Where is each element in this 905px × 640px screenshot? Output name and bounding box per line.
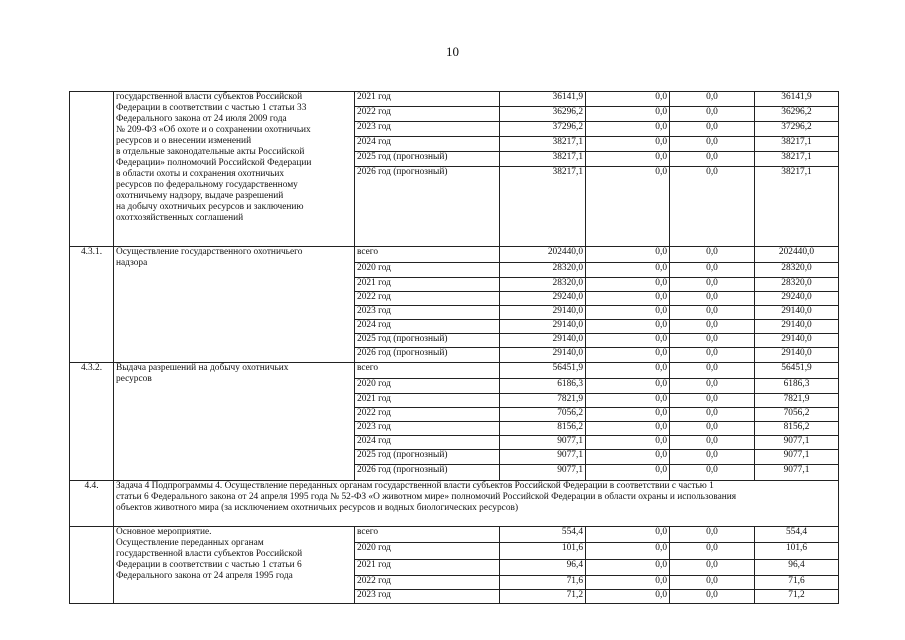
total-value-cell: 28320,0 (500, 263, 586, 278)
value-cell: 0,0 (586, 137, 670, 152)
value-cell: 0,0 (586, 278, 670, 292)
total-value-cell: 71,6 (500, 576, 586, 590)
sum-value-cell: 29140,0 (755, 334, 839, 348)
value-cell: 0,0 (586, 107, 670, 122)
total-value-cell: 7056,2 (500, 408, 586, 422)
sum-value-cell: 29240,0 (755, 292, 839, 306)
total-value-cell: 29140,0 (500, 348, 586, 363)
task-row (70, 481, 839, 527)
year-cell: 2023 год (355, 122, 500, 137)
table-row (70, 363, 839, 379)
row-code (70, 527, 114, 604)
value-cell: 0,0 (586, 334, 670, 348)
year-cell: 2025 год (прогнозный) (355, 334, 500, 348)
sum-value-cell: 71,6 (755, 576, 839, 590)
total-value-cell: 29240,0 (500, 292, 586, 306)
value-cell: 0,0 (586, 465, 670, 481)
year-cell: 2024 год (355, 320, 500, 334)
year-cell: 2023 год (355, 590, 500, 604)
total-value-cell: 29140,0 (500, 334, 586, 348)
sum-value-cell: 36296,2 (755, 107, 839, 122)
year-cell: 2022 год (355, 292, 500, 306)
year-cell: 2026 год (прогнозный) (355, 348, 500, 363)
value-cell: 0,0 (670, 576, 755, 590)
sum-value-cell: 554,4 (755, 527, 839, 543)
value-cell: 0,0 (586, 263, 670, 278)
year-cell: 2021 год (355, 560, 500, 576)
value-cell: 0,0 (670, 167, 755, 247)
year-cell: 2020 год (355, 543, 500, 560)
task-code: 4.4. (70, 481, 114, 527)
value-cell: 0,0 (670, 543, 755, 560)
sum-value-cell: 37296,2 (755, 122, 839, 137)
value-cell: 0,0 (586, 152, 670, 167)
year-cell: 2025 год (прогнозный) (355, 450, 500, 465)
value-cell: 0,0 (586, 167, 670, 247)
value-cell: 0,0 (586, 292, 670, 306)
sum-value-cell: 29140,0 (755, 306, 839, 320)
value-cell: 0,0 (670, 92, 755, 107)
value-cell: 0,0 (670, 320, 755, 334)
value-cell: 0,0 (670, 122, 755, 137)
sum-value-cell: 9077,1 (755, 465, 839, 481)
value-cell: 0,0 (670, 247, 755, 263)
total-value-cell: 38217,1 (500, 137, 586, 152)
value-cell: 0,0 (670, 263, 755, 278)
sum-value-cell: 38217,1 (755, 167, 839, 247)
value-cell: 0,0 (670, 152, 755, 167)
value-cell: 0,0 (586, 320, 670, 334)
year-cell: 2023 год (355, 422, 500, 436)
value-cell: 0,0 (586, 408, 670, 422)
row-code: 4.3.2. (70, 363, 114, 481)
sum-value-cell: 38217,1 (755, 137, 839, 152)
sum-value-cell: 9077,1 (755, 450, 839, 465)
year-cell: 2021 год (355, 278, 500, 292)
table-row (70, 247, 839, 263)
row-description: Основное мероприятие. Осуществление переданных органам государственной власти субъектов Российской Федерации в соответствии с частью 1 статьи 6 Федерального закона от 24 апреля 1995 года (114, 527, 355, 604)
value-cell: 0,0 (670, 334, 755, 348)
row-code: 4.3.1. (70, 247, 114, 363)
value-cell: 0,0 (586, 450, 670, 465)
total-value-cell: 71,2 (500, 590, 586, 604)
row-description: государственной власти субъектов Российской Федерации в соответствии с частью 1 статьи 33 Федерального закона от 24 июля 2009 года № 209-ФЗ «Об охоте и о сохранении охотничьих ресурсов и о внесении изменений в отдельные законодательные акты Российской Федерации» полномочий Российской Федерации в области охоты и сохранения охотничьих ресурсов по федеральному государственному охотничьему надзору, выдаче разрешений на добычу охотничьих ресурсов и заключению охотхозяйственных соглашений (114, 92, 355, 247)
row-description: Выдача разрешений на добычу охотничьих ресурсов (114, 363, 355, 481)
total-value-cell: 9077,1 (500, 436, 586, 450)
total-value-cell: 29140,0 (500, 306, 586, 320)
value-cell: 0,0 (670, 278, 755, 292)
sum-value-cell: 71,2 (755, 590, 839, 604)
year-cell: 2023 год (355, 306, 500, 320)
value-cell: 0,0 (586, 527, 670, 543)
year-cell: всего (355, 527, 500, 543)
value-cell: 0,0 (670, 590, 755, 604)
sum-value-cell: 28320,0 (755, 263, 839, 278)
total-value-cell: 7821,9 (500, 394, 586, 408)
total-value-cell: 101,6 (500, 543, 586, 560)
value-cell: 0,0 (670, 306, 755, 320)
value-cell: 0,0 (586, 394, 670, 408)
sum-value-cell: 29140,0 (755, 320, 839, 334)
year-cell: 2025 год (прогнозный) (355, 152, 500, 167)
value-cell: 0,0 (670, 394, 755, 408)
sum-value-cell: 8156,2 (755, 422, 839, 436)
value-cell: 0,0 (586, 122, 670, 137)
year-cell: 2021 год (355, 92, 500, 107)
budget-table (69, 91, 839, 604)
value-cell: 0,0 (586, 363, 670, 379)
year-cell: всего (355, 247, 500, 263)
total-value-cell: 8156,2 (500, 422, 586, 436)
total-value-cell: 202440,0 (500, 247, 586, 263)
total-value-cell: 36141,9 (500, 92, 586, 107)
year-cell: всего (355, 363, 500, 379)
total-value-cell: 6186,3 (500, 379, 586, 394)
row-code (70, 92, 114, 247)
value-cell: 0,0 (586, 348, 670, 363)
sum-value-cell: 101,6 (755, 543, 839, 560)
total-value-cell: 554,4 (500, 527, 586, 543)
sum-value-cell: 9077,1 (755, 436, 839, 450)
sum-value-cell: 96,4 (755, 560, 839, 576)
value-cell: 0,0 (586, 560, 670, 576)
value-cell: 0,0 (586, 379, 670, 394)
value-cell: 0,0 (586, 247, 670, 263)
sum-value-cell: 7056,2 (755, 408, 839, 422)
total-value-cell: 9077,1 (500, 450, 586, 465)
sum-value-cell: 6186,3 (755, 379, 839, 394)
task-text: Задача 4 Подпрограммы 4. Осуществление переданных органам государственной власти субъектов Российской Федерации в соответствии с частью 1 статьи 6 Федерального закона от 24 апреля 1995 года № 52-ФЗ «О животном мире» полномочий Российской Федерации в области охраны и использования объектов животного мира (за исключением охотничьих ресурсов и водных биологических ресурсов) (114, 481, 839, 527)
value-cell: 0,0 (586, 576, 670, 590)
total-value-cell: 36296,2 (500, 107, 586, 122)
table-row (70, 92, 839, 107)
total-value-cell: 56451,9 (500, 363, 586, 379)
year-cell: 2020 год (355, 379, 500, 394)
table-row (70, 527, 839, 543)
page-number: 10 (446, 44, 459, 59)
value-cell: 0,0 (670, 450, 755, 465)
value-cell: 0,0 (670, 107, 755, 122)
total-value-cell: 38217,1 (500, 167, 586, 247)
value-cell: 0,0 (586, 92, 670, 107)
value-cell: 0,0 (670, 436, 755, 450)
sum-value-cell: 29140,0 (755, 348, 839, 363)
value-cell: 0,0 (670, 379, 755, 394)
year-cell: 2022 год (355, 576, 500, 590)
value-cell: 0,0 (586, 422, 670, 436)
value-cell: 0,0 (586, 590, 670, 604)
value-cell: 0,0 (670, 422, 755, 436)
year-cell: 2024 год (355, 436, 500, 450)
value-cell: 0,0 (670, 527, 755, 543)
year-cell: 2020 год (355, 263, 500, 278)
year-cell: 2021 год (355, 394, 500, 408)
total-value-cell: 29140,0 (500, 320, 586, 334)
year-cell: 2026 год (прогнозный) (355, 465, 500, 481)
year-cell: 2026 год (прогнозный) (355, 167, 500, 247)
value-cell: 0,0 (670, 348, 755, 363)
sum-value-cell: 56451,9 (755, 363, 839, 379)
year-cell: 2022 год (355, 107, 500, 122)
year-cell: 2022 год (355, 408, 500, 422)
value-cell: 0,0 (670, 465, 755, 481)
value-cell: 0,0 (586, 436, 670, 450)
total-value-cell: 28320,0 (500, 278, 586, 292)
sum-value-cell: 202440,0 (755, 247, 839, 263)
total-value-cell: 9077,1 (500, 465, 586, 481)
table-body (70, 92, 839, 604)
sum-value-cell: 7821,9 (755, 394, 839, 408)
value-cell: 0,0 (586, 543, 670, 560)
value-cell: 0,0 (670, 292, 755, 306)
value-cell: 0,0 (670, 560, 755, 576)
year-cell: 2024 год (355, 137, 500, 152)
value-cell: 0,0 (586, 306, 670, 320)
total-value-cell: 96,4 (500, 560, 586, 576)
value-cell: 0,0 (670, 408, 755, 422)
value-cell: 0,0 (670, 363, 755, 379)
value-cell: 0,0 (670, 137, 755, 152)
total-value-cell: 37296,2 (500, 122, 586, 137)
sum-value-cell: 38217,1 (755, 152, 839, 167)
sum-value-cell: 36141,9 (755, 92, 839, 107)
total-value-cell: 38217,1 (500, 152, 586, 167)
row-description: Осуществление государственного охотничьего надзора (114, 247, 355, 363)
sum-value-cell: 28320,0 (755, 278, 839, 292)
